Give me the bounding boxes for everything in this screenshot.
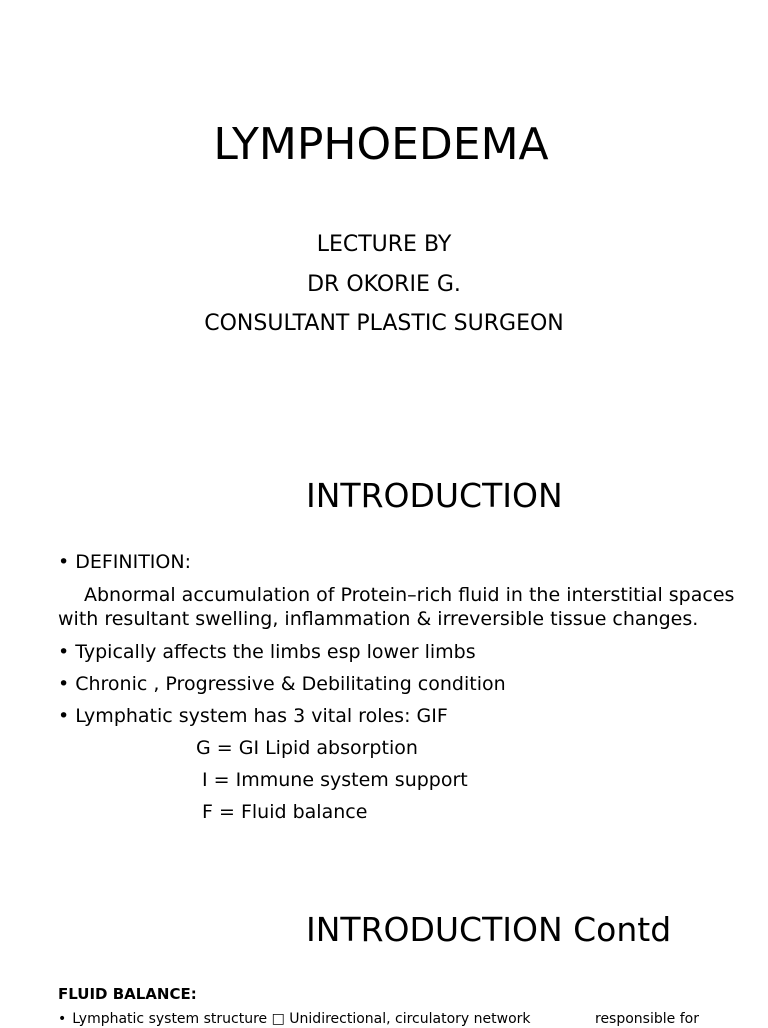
bullet-lymphatic-roles: [58, 704, 758, 728]
presentation-title: LYMPHOEDEMA: [213, 119, 549, 170]
role-f: F = Fluid balance: [196, 801, 368, 823]
fluid-balance-heading: FLUID BALANCE:: [58, 985, 197, 1003]
introduction-title: INTRODUCTION: [306, 476, 563, 515]
lecture-by-line: LECTURE BY: [316, 232, 452, 257]
bullet-affects-limbs: [58, 640, 758, 664]
definition-label: [58, 550, 758, 574]
lecturer-name: DR OKORIE G.: [307, 272, 461, 297]
structure-line-right: responsible for: [595, 1011, 699, 1027]
definition-line-2: with resultant swelling, inflammation & irreversible tissue changes.: [58, 608, 699, 630]
lecturer-title: CONSULTANT PLASTIC SURGEON: [204, 311, 564, 336]
structure-line-text: Lymphatic system structure □ Unidirectional, circulatory network: [72, 1011, 531, 1027]
bullet-affects-limbs-text: Typically affects the limbs esp lower limbs: [75, 641, 476, 663]
bullet-chronic: [58, 672, 758, 696]
role-g: G = GI Lipid absorption: [196, 737, 418, 759]
bullet-chronic-text: Chronic , Progressive & Debilitating condition: [75, 673, 506, 695]
bullet-lymphatic-roles-text: Lymphatic system has 3 vital roles: GIF: [75, 705, 448, 727]
structure-line: [58, 1010, 531, 1028]
definition-label-text: DEFINITION:: [75, 551, 191, 573]
bullet-icon: •: [58, 1011, 67, 1027]
role-i: I = Immune system support: [196, 769, 468, 791]
introduction-contd-title: INTRODUCTION Contd: [306, 910, 672, 949]
definition-line-1: Abnormal accumulation of Protein–rich fluid in the interstitial spaces: [84, 584, 735, 606]
